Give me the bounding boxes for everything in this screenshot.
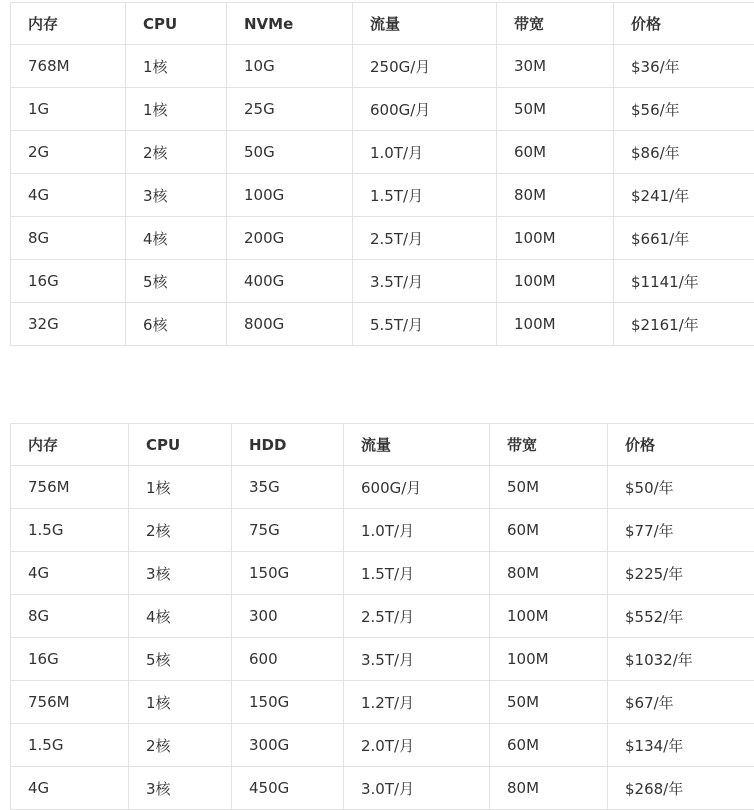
table-cell: 1核 (129, 466, 232, 509)
table-cell: $268/年 (608, 767, 754, 810)
table-cell: 80M (490, 767, 608, 810)
table-cell: 4核 (129, 595, 232, 638)
table-cell: 100G (227, 174, 353, 217)
table-cell: $2161/年 (614, 303, 754, 346)
table-cell: $225/年 (608, 552, 754, 595)
table-cell: 600G/月 (353, 88, 497, 131)
table-cell: $77/年 (608, 509, 754, 552)
table-cell: 1.0T/月 (344, 509, 490, 552)
table-cell: 3.0T/月 (344, 767, 490, 810)
table-cell: 5.5T/月 (353, 303, 497, 346)
table-cell: 2.5T/月 (353, 217, 497, 260)
table-cell: 400G (227, 260, 353, 303)
table-cell: 2核 (126, 131, 227, 174)
table-cell: 60M (497, 131, 614, 174)
column-header: 带宽 (497, 3, 614, 45)
table-cell: 1G (11, 88, 126, 131)
table-cell: 1.2T/月 (344, 681, 490, 724)
table-row (11, 509, 754, 552)
table-cell: 150G (232, 552, 344, 595)
table-cell: 1.5G (11, 509, 129, 552)
table-cell: 16G (11, 260, 126, 303)
table-cell: 10G (227, 45, 353, 88)
table-cell: 756M (11, 466, 129, 509)
table-cell: 6核 (126, 303, 227, 346)
table-cell: $661/年 (614, 217, 754, 260)
header-row (11, 3, 754, 45)
column-header: 价格 (608, 424, 754, 466)
table-cell: 5核 (126, 260, 227, 303)
table-header (11, 424, 754, 466)
table-cell: 100M (497, 217, 614, 260)
table-cell: 756M (11, 681, 129, 724)
table-cell: 30M (497, 45, 614, 88)
table-cell: 4核 (126, 217, 227, 260)
table-row (11, 638, 754, 681)
table-cell: 3核 (129, 767, 232, 810)
column-header: 内存 (11, 3, 126, 45)
table-cell: 3核 (126, 174, 227, 217)
table-cell: 80M (490, 552, 608, 595)
table-cell: 600 (232, 638, 344, 681)
table-cell: 2核 (129, 724, 232, 767)
table-cell: $241/年 (614, 174, 754, 217)
table-cell: 50G (227, 131, 353, 174)
column-header: 价格 (614, 3, 754, 45)
table-cell: 100M (490, 638, 608, 681)
table-row (11, 466, 754, 509)
table-cell: 3核 (129, 552, 232, 595)
table-cell: 4G (11, 174, 126, 217)
column-header: 流量 (344, 424, 490, 466)
column-header: NVMe (227, 3, 353, 45)
table-row (11, 131, 754, 174)
table-cell: 1核 (126, 45, 227, 88)
header-row (11, 424, 754, 466)
table-cell: 8G (11, 595, 129, 638)
table-body (11, 466, 754, 810)
table-row (11, 88, 754, 131)
table-cell: 600G/月 (344, 466, 490, 509)
column-header: 带宽 (490, 424, 608, 466)
column-header: CPU (126, 3, 227, 45)
table-cell: $552/年 (608, 595, 754, 638)
table-row (11, 217, 754, 260)
table-row (11, 303, 754, 346)
table-cell: 2G (11, 131, 126, 174)
table-cell: $86/年 (614, 131, 754, 174)
table-cell: 5核 (129, 638, 232, 681)
table-row (11, 552, 754, 595)
table-cell: 100M (490, 595, 608, 638)
table-row (11, 681, 754, 724)
table-cell: 16G (11, 638, 129, 681)
table-cell: $56/年 (614, 88, 754, 131)
table-cell: 4G (11, 552, 129, 595)
table-cell: 200G (227, 217, 353, 260)
table-cell: 1.5T/月 (353, 174, 497, 217)
hdd-plans-table (10, 423, 754, 810)
table-cell: 4G (11, 767, 129, 810)
table-cell: 50M (497, 88, 614, 131)
table-cell: $1032/年 (608, 638, 754, 681)
table-cell: 1.5T/月 (344, 552, 490, 595)
table-cell: 60M (490, 724, 608, 767)
table-row (11, 767, 754, 810)
table-cell: 8G (11, 217, 126, 260)
table-row (11, 174, 754, 217)
table-cell: 1核 (126, 88, 227, 131)
table-cell: 32G (11, 303, 126, 346)
table-cell: 100M (497, 303, 614, 346)
table-cell: 75G (232, 509, 344, 552)
table-cell: $1141/年 (614, 260, 754, 303)
table-cell: 50M (490, 681, 608, 724)
table-cell: 3.5T/月 (344, 638, 490, 681)
table-cell: 3.5T/月 (353, 260, 497, 303)
column-header: CPU (129, 424, 232, 466)
table-cell: $36/年 (614, 45, 754, 88)
table-row (11, 724, 754, 767)
table-cell: 80M (497, 174, 614, 217)
column-header: 内存 (11, 424, 129, 466)
table-cell: 2.5T/月 (344, 595, 490, 638)
table-cell: 150G (232, 681, 344, 724)
table-body (11, 45, 754, 346)
table-cell: 800G (227, 303, 353, 346)
table-cell: 60M (490, 509, 608, 552)
nvme-plans-table (10, 2, 754, 346)
table-header (11, 3, 754, 45)
table-cell: 50M (490, 466, 608, 509)
table-cell: $67/年 (608, 681, 754, 724)
table-cell: 100M (497, 260, 614, 303)
table-row (11, 595, 754, 638)
table-cell: 25G (227, 88, 353, 131)
table-cell: 2核 (129, 509, 232, 552)
table-cell: $134/年 (608, 724, 754, 767)
table-cell: 450G (232, 767, 344, 810)
table-cell: 300 (232, 595, 344, 638)
table-cell: 35G (232, 466, 344, 509)
table-cell: 2.0T/月 (344, 724, 490, 767)
column-header: HDD (232, 424, 344, 466)
table-cell: 768M (11, 45, 126, 88)
table-cell: $50/年 (608, 466, 754, 509)
column-header: 流量 (353, 3, 497, 45)
table-row (11, 45, 754, 88)
table-row (11, 260, 754, 303)
table-cell: 300G (232, 724, 344, 767)
table-cell: 1.0T/月 (353, 131, 497, 174)
table-cell: 250G/月 (353, 45, 497, 88)
table-cell: 1.5G (11, 724, 129, 767)
table-cell: 1核 (129, 681, 232, 724)
